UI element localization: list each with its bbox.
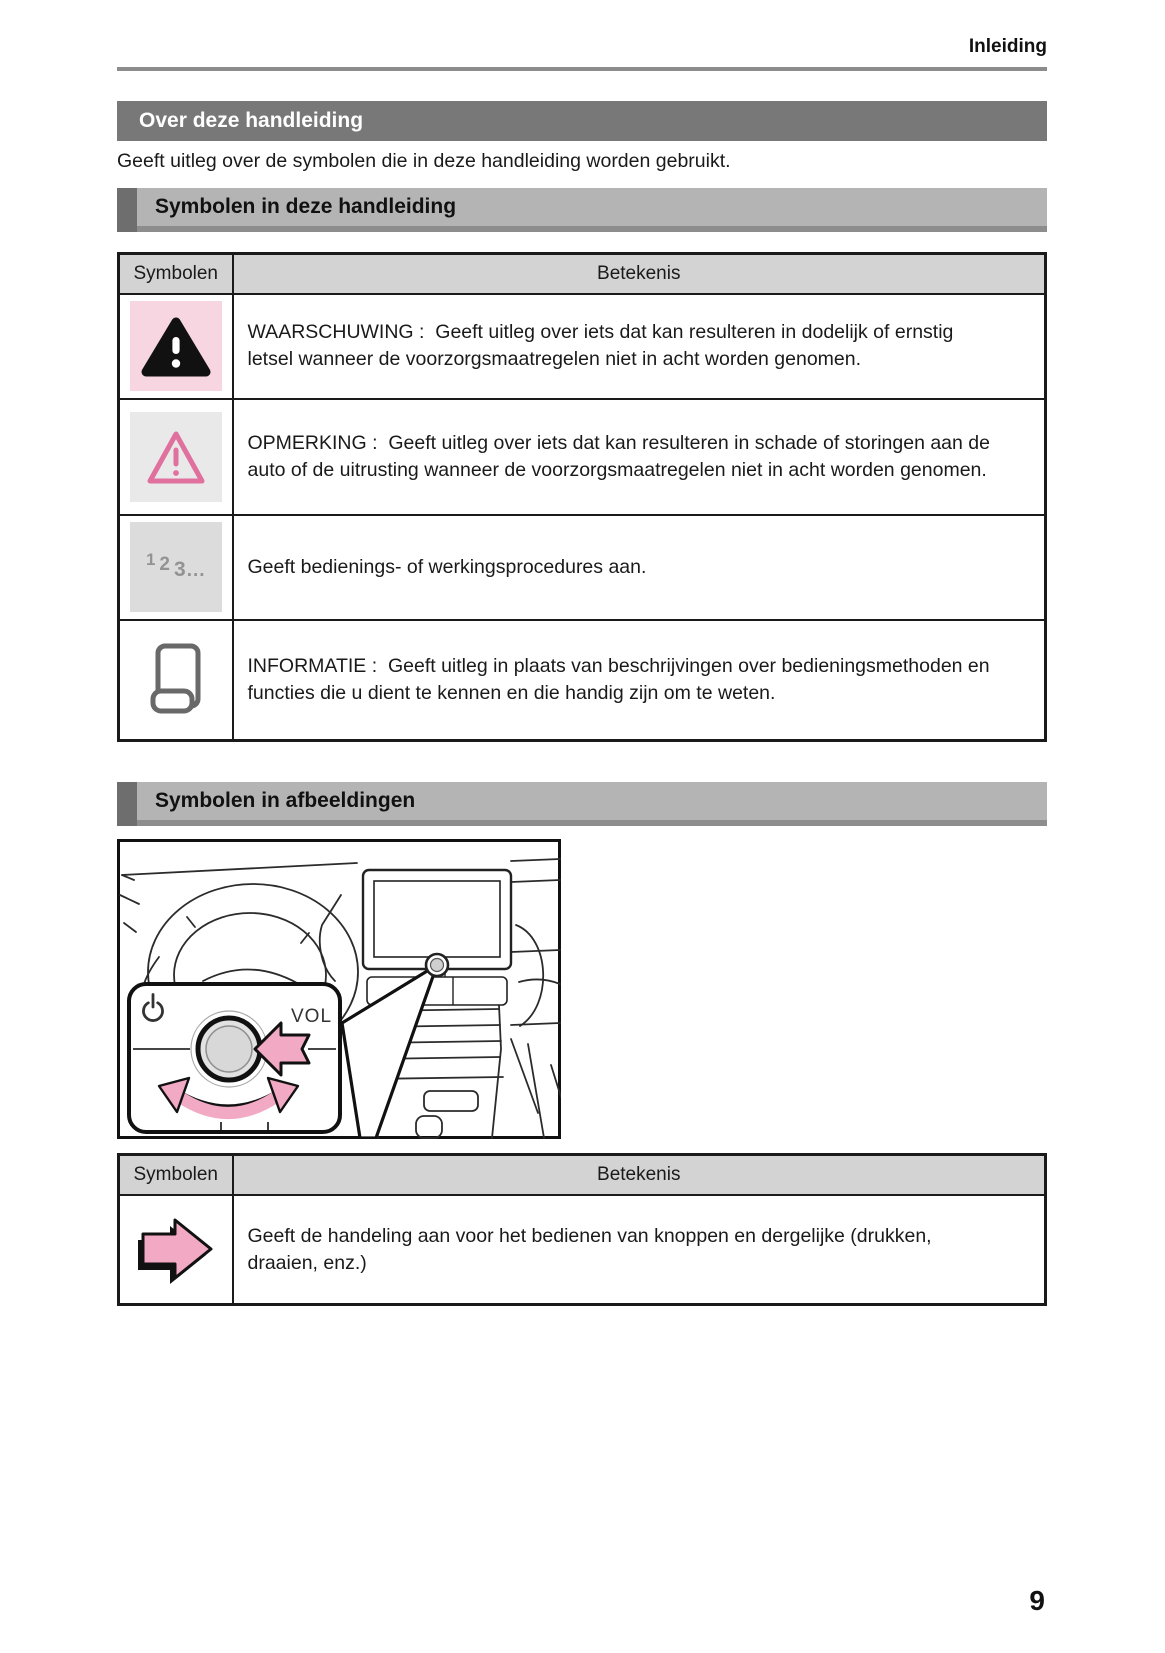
row-meaning-text: Geeft de handeling aan voor het bedienen van knoppen en dergelijke (drukken, draaien, enz.) [247,1224,938,1274]
press-arrow-icon [130,1205,222,1295]
meaning-column-header: Betekenis [233,254,1046,294]
section-title: Symbolen in deze handleiding [155,195,457,219]
intro-text: Geeft uitleg over de symbolen die in deze handleiding worden gebruikt. [117,150,731,172]
section-header-symbols-in-figures [117,782,1047,826]
symbol-column-header: Symbolen [119,1155,233,1195]
warning-triangle-icon [130,301,222,391]
book-icon [130,635,222,725]
symbols-table [117,252,1047,742]
section-accent-block [117,188,137,232]
numbered-steps-icon: 1 2 3... [130,522,222,612]
section-title: Symbolen in afbeeldingen [155,789,416,813]
row-meaning-text: OPMERKING : Geeft uitleg over iets dat kan resulteren in schade of storingen aan de auto of de uitrusting wanneer de voorzorgsmaatregelen niet in acht worden genomen. [247,431,996,481]
actions-table [117,1153,1047,1306]
dashboard-illustration [117,839,561,1139]
table-header-row [119,1155,1046,1195]
section-accent-block [117,782,137,826]
display-knob [426,954,448,976]
row-meaning-text: WAARSCHUWING : Geeft uitleg over iets dat kan resulteren in dodelijk of ernstig letsel wanneer de voorzorgsmaatregelen niet in acht worden genomen. [247,321,959,371]
page-title-bar: Over deze handleiding [117,101,1047,141]
callout-box [129,984,340,1132]
caution-triangle-icon [130,412,222,502]
page-number: 9 [1029,1585,1045,1616]
page-content [117,0,1047,1306]
running-header: Inleiding [968,36,1047,57]
vol-label: VOL [291,1006,333,1028]
table-row [119,620,1046,741]
section-header-symbols-in-manual [117,188,1047,232]
display-unit [363,870,511,1005]
symbol-column-header: Symbolen [119,254,233,294]
table-row [119,399,1046,515]
table-row [119,294,1046,399]
table-row [119,515,1046,620]
row-meaning-text: INFORMATIE : Geeft uitleg in plaats van beschrijvingen over bedieningsmethoden en functies die u dient te kennen en die handig zijn om te weten. [247,655,996,705]
table-row [119,1195,1046,1305]
meaning-column-header: Betekenis [233,1155,1046,1195]
row-meaning-text: Geeft bedienings- of werkingsprocedures aan. [247,555,647,578]
header-rule [117,67,1047,71]
table-header-row [119,254,1046,294]
